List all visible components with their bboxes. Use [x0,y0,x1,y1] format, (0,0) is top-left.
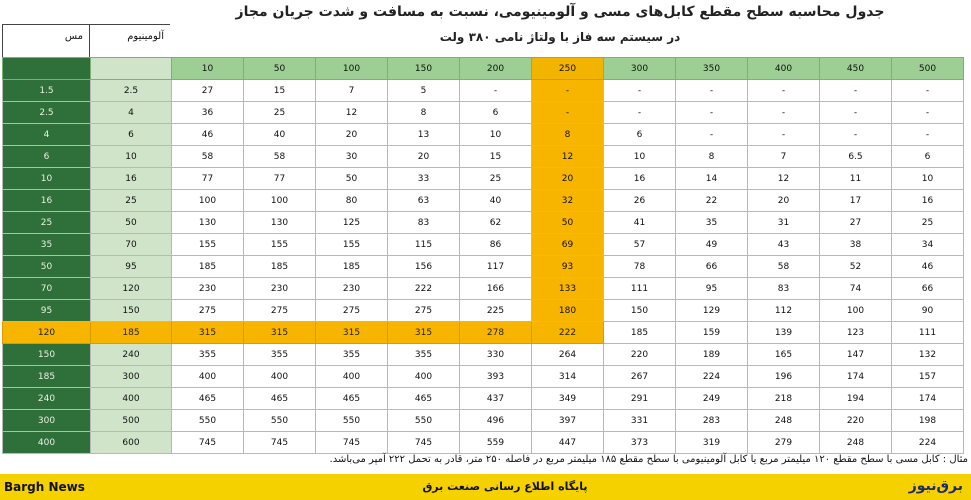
current-cell: 437 [460,388,532,410]
copper-size-cell: 16 [3,190,91,212]
current-cell: - [460,80,532,102]
current-cell: 46 [892,256,964,278]
aluminum-size-cell: 10 [91,146,172,168]
current-cell: 8 [388,102,460,124]
current-cell: 49 [676,234,748,256]
current-cell: 6 [604,124,676,146]
current-cell: 111 [604,278,676,300]
current-cell: 100 [820,300,892,322]
current-cell: 77 [172,168,244,190]
current-cell: 83 [388,212,460,234]
current-cell: 133 [532,278,604,300]
current-cell: 20 [748,190,820,212]
current-cell: 25 [892,212,964,234]
current-cell: 57 [604,234,676,256]
current-cell: 400 [316,366,388,388]
current-cell: 180 [532,300,604,322]
table-row [3,388,964,410]
current-cell: 40 [460,190,532,212]
current-cell: 117 [460,256,532,278]
current-cell: 314 [532,366,604,388]
current-cell: 66 [676,256,748,278]
current-cell: 78 [604,256,676,278]
copper-size-cell: 10 [3,168,91,190]
table-row [3,410,964,432]
current-cell: 69 [532,234,604,256]
current-cell: 58 [244,146,316,168]
current-cell: 230 [244,278,316,300]
current-cell: 393 [460,366,532,388]
table-row [3,432,964,454]
current-cell: 248 [748,410,820,432]
current-cell: 46 [172,124,244,146]
current-cell: - [892,124,964,146]
copper-size-cell: 185 [3,366,91,388]
current-cell: 43 [748,234,820,256]
current-cell: 155 [316,234,388,256]
current-cell: - [748,102,820,124]
current-cell: 25 [244,102,316,124]
current-cell: 166 [460,278,532,300]
current-cell: 218 [748,388,820,410]
copper-label: مس [64,31,83,42]
current-cell: 745 [244,432,316,454]
current-cell: 10 [460,124,532,146]
current-cell: 330 [460,344,532,366]
current-cell: 34 [892,234,964,256]
footer-bar [0,474,971,500]
current-cell: 130 [244,212,316,234]
current-cell: 58 [172,146,244,168]
current-cell: 155 [244,234,316,256]
current-cell: 52 [820,256,892,278]
distance-header-cell: 100 [316,58,388,80]
distance-header-cell: 10 [172,58,244,80]
current-cell: 111 [892,322,964,344]
corner-spacer-al [91,58,172,80]
current-cell: 315 [172,322,244,344]
aluminum-size-cell: 50 [91,212,172,234]
brand-tagline: پایگاه اطلاع رسانی صنعت برق [422,480,588,493]
current-cell: - [820,80,892,102]
current-cell: 224 [676,366,748,388]
current-cell: 230 [316,278,388,300]
aluminum-size-cell: 400 [91,388,172,410]
current-cell: 278 [460,322,532,344]
current-cell: 80 [316,190,388,212]
current-cell: 125 [316,212,388,234]
current-cell: 22 [676,190,748,212]
current-cell: 291 [604,388,676,410]
current-cell: - [820,102,892,124]
current-cell: 745 [172,432,244,454]
table-row [3,146,964,168]
current-cell: 130 [172,212,244,234]
current-cell: 95 [676,278,748,300]
current-cell: - [676,80,748,102]
aluminum-size-cell: 2.5 [91,80,172,102]
current-cell: - [676,102,748,124]
current-cell: 349 [532,388,604,410]
current-cell: 13 [388,124,460,146]
current-cell: 115 [388,234,460,256]
current-cell: 189 [676,344,748,366]
table-row [3,366,964,388]
current-cell: 447 [532,432,604,454]
current-cell: 196 [748,366,820,388]
table-row [3,212,964,234]
current-cell: 745 [316,432,388,454]
current-cell: 400 [172,366,244,388]
current-cell: 100 [244,190,316,212]
current-cell: 355 [316,344,388,366]
current-cell: 355 [172,344,244,366]
aluminum-size-cell: 95 [91,256,172,278]
aluminum-size-cell: 16 [91,168,172,190]
current-cell: 155 [172,234,244,256]
distance-header-cell: 300 [604,58,676,80]
current-cell: 6.5 [820,146,892,168]
brand-english: Bargh News [4,480,85,494]
current-cell: 50 [532,212,604,234]
page-title: جدول محاسبه سطح مقطع کابل‌های مسی و آلومینیومی، نسبت به مسافت و شدت جریان مجاز [235,4,885,20]
current-cell: 465 [244,388,316,410]
current-cell: - [532,102,604,124]
current-cell: 26 [604,190,676,212]
current-cell: 315 [244,322,316,344]
current-cell: 11 [820,168,892,190]
aluminum-size-cell: 240 [91,344,172,366]
aluminum-size-cell: 6 [91,124,172,146]
current-cell: 123 [820,322,892,344]
current-cell: 32 [532,190,604,212]
current-cell: 129 [676,300,748,322]
current-cell: 83 [748,278,820,300]
current-cell: 465 [316,388,388,410]
distance-header-cell: 150 [388,58,460,80]
aluminum-size-cell: 500 [91,410,172,432]
current-cell: 6 [460,102,532,124]
copper-size-cell: 35 [3,234,91,256]
current-cell: 400 [244,366,316,388]
current-cell: 139 [748,322,820,344]
current-cell: 249 [676,388,748,410]
brand-persian: برق‌نیوز [908,478,963,494]
current-cell: 319 [676,432,748,454]
current-cell: - [604,80,676,102]
current-cell: 220 [820,410,892,432]
current-cell: 331 [604,410,676,432]
aluminum-size-cell: 600 [91,432,172,454]
current-cell: 275 [172,300,244,322]
current-cell: 264 [532,344,604,366]
current-cell: 100 [172,190,244,212]
current-cell: 12 [532,146,604,168]
current-cell: 10 [892,168,964,190]
current-cell: 150 [604,300,676,322]
distance-header-cell: 450 [820,58,892,80]
current-cell: 283 [676,410,748,432]
current-cell: 185 [172,256,244,278]
current-cell: 185 [316,256,388,278]
copper-size-cell: 400 [3,432,91,454]
current-cell: - [748,124,820,146]
copper-size-cell: 120 [3,322,91,344]
current-cell: 465 [388,388,460,410]
cable-table [2,57,964,454]
example-note: مثال : کابل مسی با سطح مقطع ۱۲۰ میلیمتر مربع یا کابل آلومینیومی با سطح مقطع ۱۸۵ میلیمتر مربع در فاصله ۲۵۰ متر، قادر به تحمل ۲۲۲ آمپر می‌باشد. [329,454,968,465]
copper-size-cell: 300 [3,410,91,432]
distance-header-cell: 400 [748,58,820,80]
copper-size-cell: 2.5 [3,102,91,124]
current-cell: 496 [460,410,532,432]
current-cell: 20 [316,124,388,146]
current-cell: 33 [388,168,460,190]
aluminum-size-cell: 150 [91,300,172,322]
current-cell: - [892,80,964,102]
current-cell: 27 [172,80,244,102]
aluminum-size-cell: 25 [91,190,172,212]
current-cell: 112 [748,300,820,322]
table-row [3,168,964,190]
current-cell: 373 [604,432,676,454]
aluminum-size-cell: 300 [91,366,172,388]
current-cell: 224 [892,432,964,454]
table-row [3,190,964,212]
copper-size-cell: 1.5 [3,80,91,102]
current-cell: 14 [676,168,748,190]
table-row [3,124,964,146]
current-cell: 465 [172,388,244,410]
current-cell: 174 [892,388,964,410]
table-row [3,322,964,344]
current-cell: 36 [172,102,244,124]
current-cell: 15 [460,146,532,168]
current-cell: 156 [388,256,460,278]
table-row [3,300,964,322]
current-cell: 397 [532,410,604,432]
current-cell: 194 [820,388,892,410]
current-cell: 10 [604,146,676,168]
current-cell: 50 [316,168,388,190]
current-cell: 248 [820,432,892,454]
current-cell: 90 [892,300,964,322]
current-cell: 275 [244,300,316,322]
current-cell: 16 [604,168,676,190]
current-cell: 550 [316,410,388,432]
table-row [3,234,964,256]
current-cell: 222 [532,322,604,344]
current-cell: 355 [244,344,316,366]
table-row [3,278,964,300]
current-cell: 5 [388,80,460,102]
current-cell: 58 [748,256,820,278]
current-cell: 559 [460,432,532,454]
current-cell: 220 [604,344,676,366]
current-cell: - [676,124,748,146]
current-cell: 7 [748,146,820,168]
current-cell: 62 [460,212,532,234]
current-cell: 17 [820,190,892,212]
copper-size-cell: 50 [3,256,91,278]
aluminum-size-cell: 185 [91,322,172,344]
current-cell: 230 [172,278,244,300]
aluminum-size-cell: 4 [91,102,172,124]
current-cell: 30 [316,146,388,168]
current-cell: 20 [532,168,604,190]
current-cell: - [604,102,676,124]
current-cell: 77 [244,168,316,190]
current-cell: 279 [748,432,820,454]
corner-spacer-cu [3,58,91,80]
current-cell: 185 [244,256,316,278]
current-cell: 66 [892,278,964,300]
current-cell: 550 [172,410,244,432]
current-cell: 74 [820,278,892,300]
copper-size-cell: 25 [3,212,91,234]
aluminum-size-cell: 120 [91,278,172,300]
current-cell: - [820,124,892,146]
current-cell: 63 [388,190,460,212]
current-cell: 267 [604,366,676,388]
distance-header-cell: 350 [676,58,748,80]
current-cell: - [748,80,820,102]
current-cell: 157 [892,366,964,388]
current-cell: 198 [892,410,964,432]
copper-size-cell: 95 [3,300,91,322]
copper-size-cell: 150 [3,344,91,366]
current-cell: 315 [316,322,388,344]
table-row [3,256,964,278]
current-cell: 275 [316,300,388,322]
current-cell: - [892,102,964,124]
current-cell: - [532,80,604,102]
current-cell: 25 [460,168,532,190]
current-cell: 41 [604,212,676,234]
current-cell: 355 [388,344,460,366]
current-cell: 86 [460,234,532,256]
current-cell: 174 [820,366,892,388]
current-cell: 8 [676,146,748,168]
current-cell: 40 [244,124,316,146]
current-cell: 6 [892,146,964,168]
current-cell: 550 [388,410,460,432]
current-cell: 20 [388,146,460,168]
current-cell: 550 [244,410,316,432]
current-cell: 38 [820,234,892,256]
current-cell: 315 [388,322,460,344]
current-cell: 8 [532,124,604,146]
current-cell: 132 [892,344,964,366]
current-cell: 745 [388,432,460,454]
current-cell: 31 [748,212,820,234]
current-cell: 35 [676,212,748,234]
distance-header-row [3,58,964,80]
current-cell: 165 [748,344,820,366]
copper-size-cell: 70 [3,278,91,300]
table-row [3,102,964,124]
distance-header-cell: 500 [892,58,964,80]
aluminum-label: آلومینیوم [127,31,164,42]
copper-size-cell: 6 [3,146,91,168]
current-cell: 275 [388,300,460,322]
current-cell: 225 [460,300,532,322]
distance-header-cell: 50 [244,58,316,80]
copper-size-cell: 240 [3,388,91,410]
current-cell: 27 [820,212,892,234]
current-cell: 400 [388,366,460,388]
copper-size-cell: 4 [3,124,91,146]
distance-header-cell: 200 [460,58,532,80]
table-row [3,80,964,102]
page-subtitle: در سیستم سه فاز با ولتاژ نامی ۳۸۰ ولت [439,30,681,44]
current-cell: 16 [892,190,964,212]
current-cell: 12 [316,102,388,124]
current-cell: 185 [604,322,676,344]
current-cell: 222 [388,278,460,300]
current-cell: 7 [316,80,388,102]
aluminum-size-cell: 70 [91,234,172,256]
current-cell: 159 [676,322,748,344]
distance-header-cell: 250 [532,58,604,80]
table-row [3,344,964,366]
current-cell: 12 [748,168,820,190]
current-cell: 93 [532,256,604,278]
current-cell: 15 [244,80,316,102]
current-cell: 147 [820,344,892,366]
